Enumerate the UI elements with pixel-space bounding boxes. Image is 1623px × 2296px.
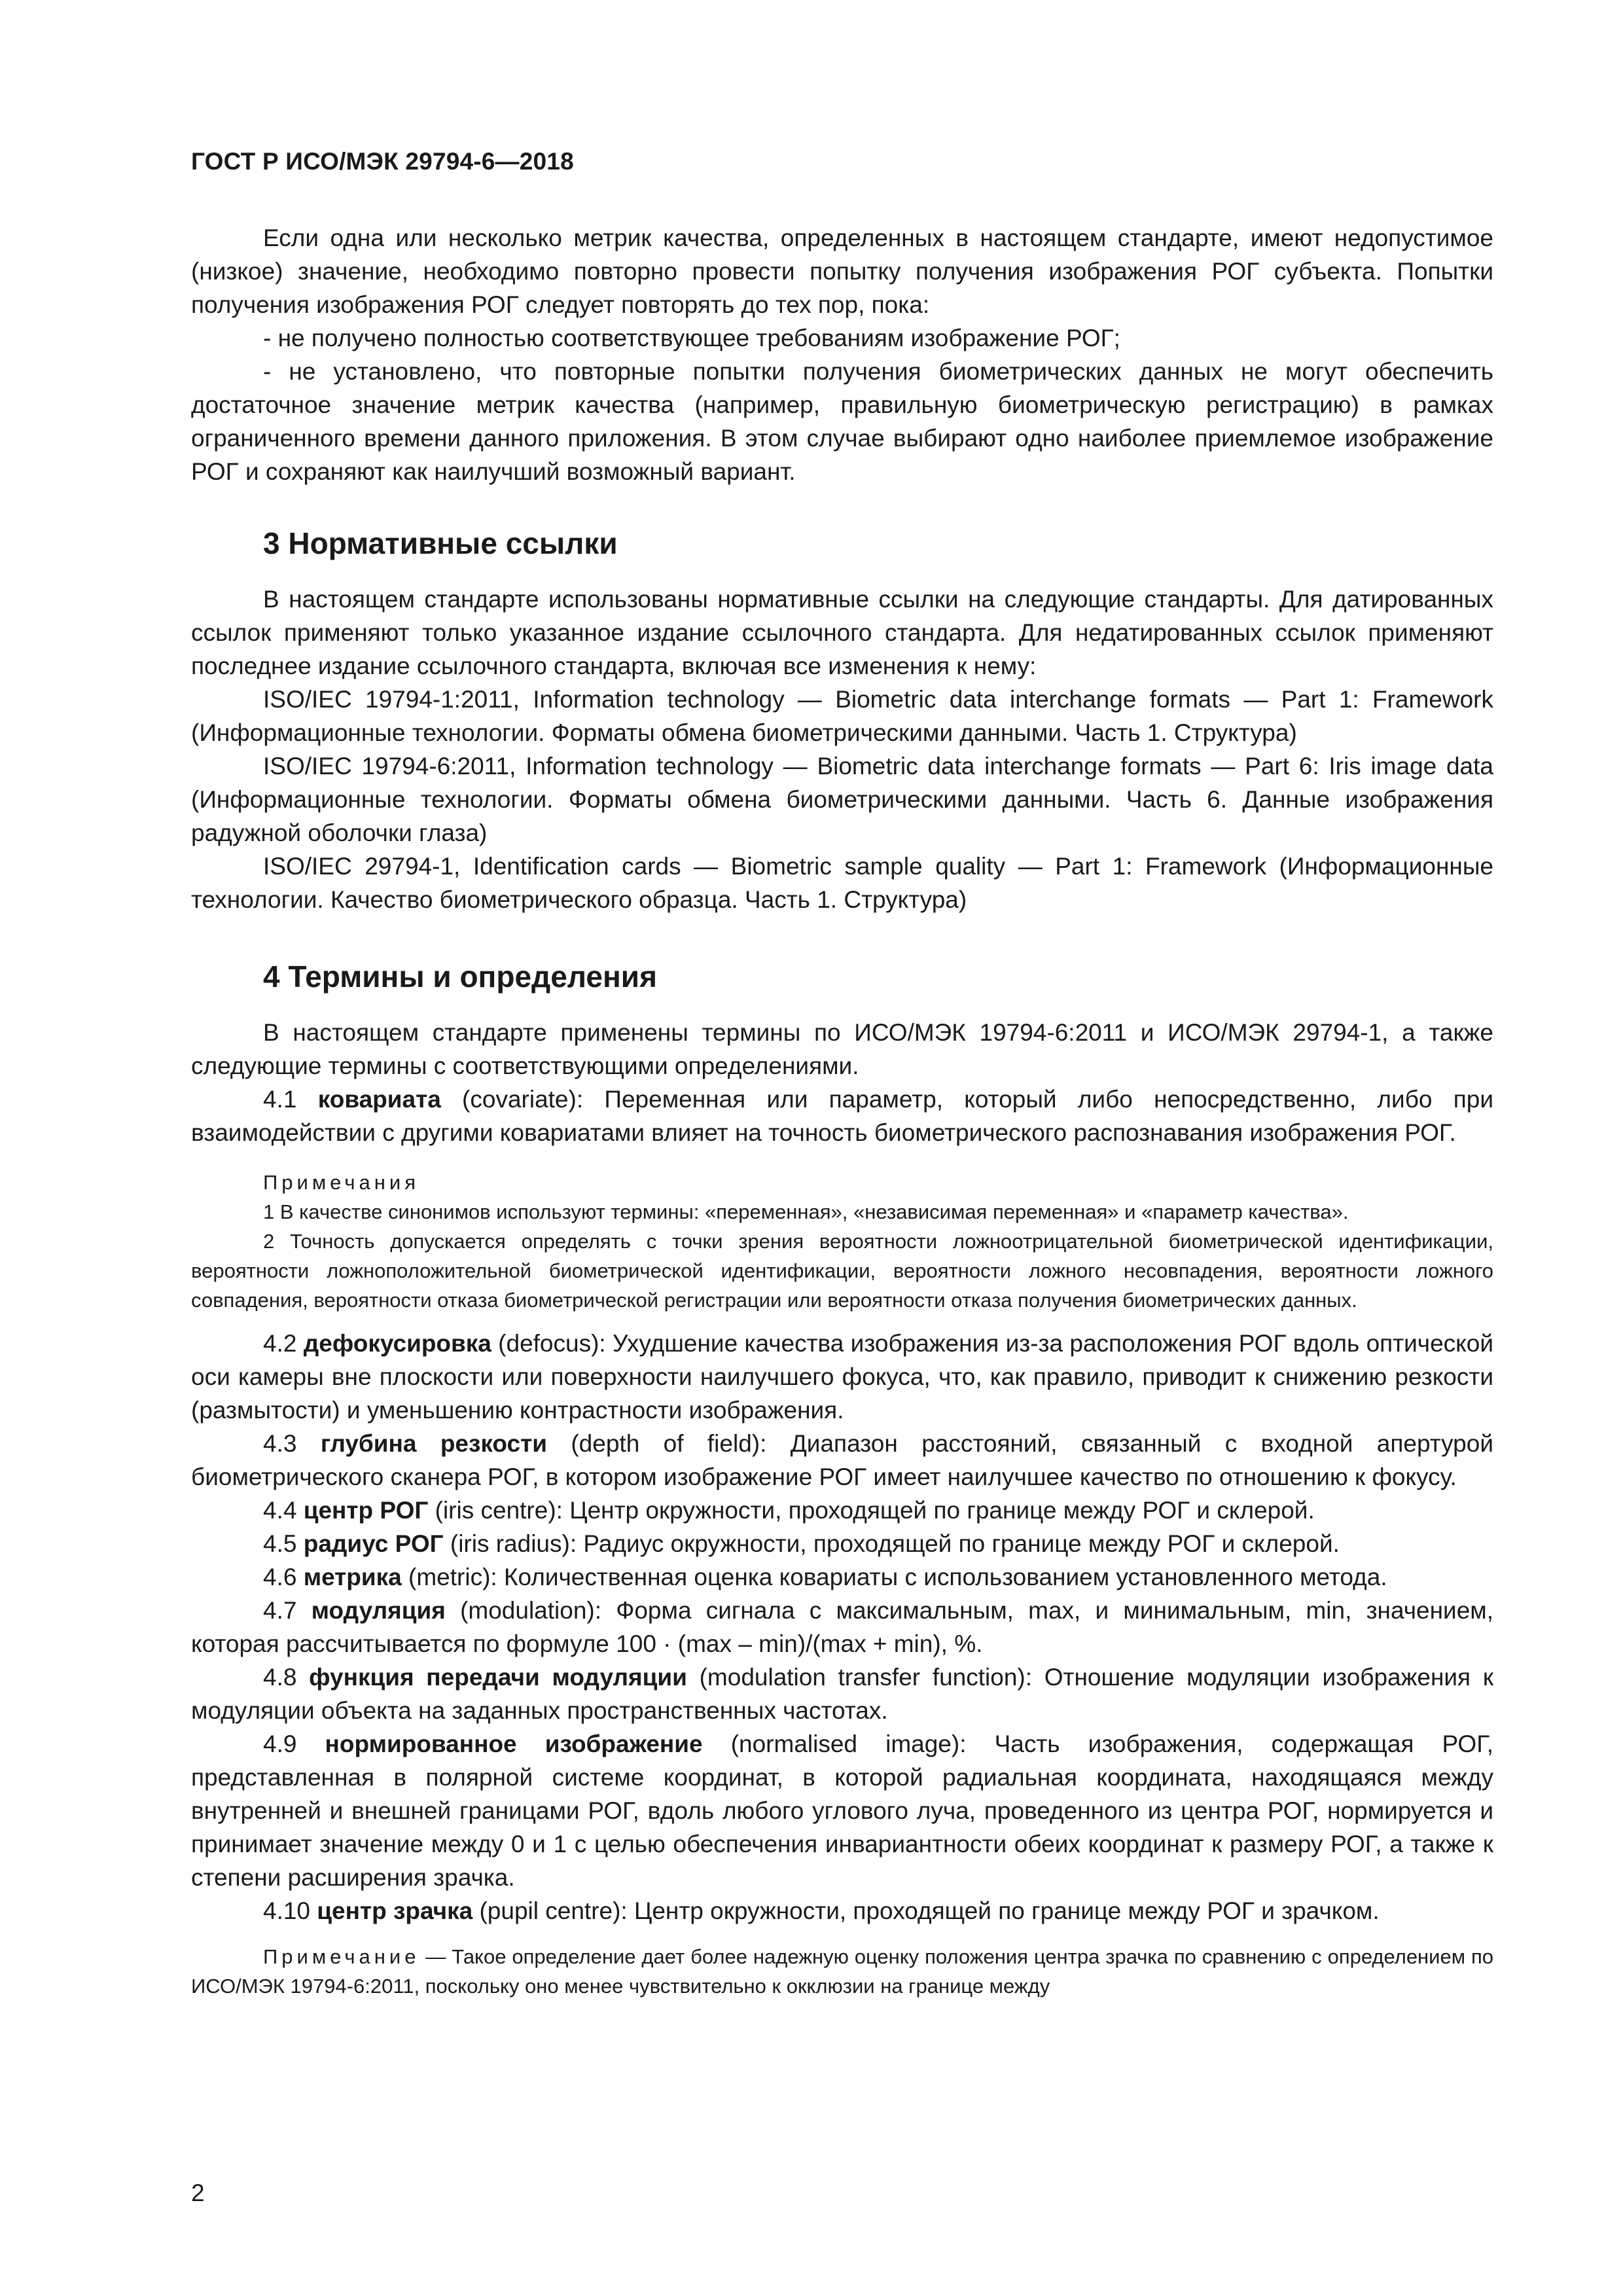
normative-reference: ISO/IEC 19794-6:2011, Information technology — Biometric data interchange formats — Part 6: Iris image data (Информационные технологии. Форматы обмена биометрическими данными. Часть 6. Данные изображения радужной оболочки глаза) — [191, 753, 1493, 846]
term-name: нормированное изображение — [325, 1731, 703, 1757]
final-note-text: — Такое определение дает более надежную оценку положения центра зрачка по сравнению с определением по ИСО/МЭК 19794-6:2011, поскольку оно менее чувствительно к окклюзии на границе между — [191, 1945, 1493, 1998]
intro-list-item: - не получено полностью соответствующее требованиям изображение РОГ; — [263, 325, 1120, 351]
term-definition — [191, 1660, 1493, 1727]
term-name: центр РОГ — [303, 1497, 429, 1524]
section-heading-3: 3 Нормативные ссылки — [263, 526, 618, 560]
term-number: 4.8 — [263, 1664, 310, 1691]
term-definition — [191, 1527, 1493, 1560]
term-text: (normalised image): Часть изображения, содержащая РОГ, представленная в полярной системе координат, в которой радиальная координата, находящаяся между внутренней и внешней границами РОГ, вдоль любого углового луча, проведенного из центра РОГ, нормируется и принимает значение между 0 и 1 с целью обеспечения инвариантности обеих координат к размеру РОГ, а также к степени расширения зрачка. — [191, 1731, 1493, 1891]
term-number: 4.1 — [263, 1086, 318, 1113]
normative-reference: ISO/IEC 29794-1, Identification cards — Biometric sample quality — Part 1: Framework (Информационные технологии. Качество биометрического образца. Часть 1. Структура) — [191, 853, 1493, 913]
term-definition — [191, 1427, 1493, 1494]
term-name: ковариата — [317, 1086, 441, 1113]
section3-paragraph: В настоящем стандарте использованы нормативные ссылки на следующие стандарты. Для датированных ссылок применяют только указанное издание ссылочного стандарта. Для недатированных ссылок применяют последнее издание ссылочного стандарта, включая все изменения к нему: — [191, 586, 1493, 679]
term-text: (iris centre): Центр окружности, проходящей по границе между РОГ и склерой. — [428, 1497, 1315, 1524]
intro-paragraph: Если одна или несколько метрик качества, определенных в настоящем стандарте, имеют недопустимое (низкое) значение, необходимо повторно провести попытку получения изображения РОГ субъекта. Попытки получения изображения РОГ следует повторять до тех пор, пока: — [191, 224, 1493, 318]
term-name: радиус РОГ — [303, 1530, 444, 1557]
term-text: (metric): Количественная оценка ковариаты с использованием установленного метода. — [401, 1564, 1387, 1590]
term-definition — [191, 1727, 1493, 1894]
term-text: (modulation): Форма сигнала с максимальным, max, и минимальным, min, значением, которая рассчитывается по формуле 100 · (max – min)/(max + min), %. — [191, 1597, 1493, 1657]
term-text: (depth of field): Диапазон расстояний, связанный с входной апертурой биометрического сканера РОГ, в котором изображение РОГ имеет наилучшее качество по отношению к фокусу. — [191, 1430, 1494, 1490]
section4-paragraph: В настоящем стандарте применены термины по ИСО/МЭК 19794-6:2011 и ИСО/МЭК 29794-1, а также следующие термины с соответствующими определениями. — [191, 1019, 1493, 1079]
term-definition — [191, 1560, 1493, 1594]
term-number: 4.4 — [263, 1497, 304, 1524]
page-number: 2 — [191, 2179, 205, 2206]
term-text: (defocus): Ухудшение качества изображения из-за расположения РОГ вдоль оптической оси камеры вне плоскости или поверхности наилучшего фокуса, что, как правило, приводит к снижению резкости (размытости) и уменьшению контрастности изображения. — [191, 1330, 1494, 1424]
term-text: (iris radius): Радиус окружности, проходящей по границе между РОГ и склерой. — [443, 1530, 1340, 1557]
note-item: 2 Точность допускается определять с точки зрения вероятности ложноотрицательной биометрической идентификации, вероятности ложноположительной биометрической идентификации, вероятности ложного несовпадения, вероятности ложного совпадения, вероятности отказа биометрической регистрации или вероятности отказа получения биометрических данных. — [191, 1230, 1493, 1312]
term-name: дефокусировка — [303, 1330, 491, 1357]
term-number: 4.3 — [263, 1430, 321, 1457]
notes-title: Примечания — [263, 1171, 419, 1194]
term-name: функция передачи модуляции — [309, 1664, 687, 1691]
term-definition — [191, 1494, 1493, 1527]
term-number: 4.6 — [263, 1564, 304, 1590]
document-header: ГОСТ Р ИСО/МЭК 29794-6—2018 — [191, 148, 574, 175]
term-number: 4.2 — [263, 1330, 304, 1357]
intro-list-item: - не установлено, что повторные попытки получения биометрических данных не могут обеспечить достаточное значение метрик качества (например, правильную биометрическую регистрацию) в рамках ограниченного времени данного приложения. В этом случае выбирают одно наиболее приемлемое изображение РОГ и сохраняют как наилучший возможный вариант. — [191, 358, 1493, 485]
term-name: глубина резкости — [320, 1430, 547, 1457]
document-body — [191, 221, 1493, 2001]
final-note-label: Примечание — [263, 1945, 420, 1968]
term-number: 4.9 — [263, 1731, 325, 1757]
term-text: (covariate): Переменная или параметр, который либо непосредственно, либо при взаимодействии с другими ковариатами влияет на точность биометрического распознавания изображения РОГ. — [191, 1086, 1494, 1146]
term-name: метрика — [303, 1564, 402, 1590]
final-note — [191, 1942, 1493, 2001]
note-item: 1 В качестве синонимов используют термины: «переменная», «независимая переменная» и «параметр качества». — [263, 1200, 1349, 1223]
section-heading-4: 4 Термины и определения — [263, 960, 657, 994]
term-definition — [191, 1894, 1493, 1928]
normative-reference: ISO/IEC 19794-1:2011, Information technology — Biometric data interchange formats — Part 1: Framework (Информационные технологии. Форматы обмена биометрическими данными. Часть 1. Структура) — [191, 686, 1493, 746]
term-number: 4.5 — [263, 1530, 304, 1557]
term-name: модуляция — [311, 1597, 446, 1624]
term-text: (pupil centre): Центр окружности, проходящей по границе между РОГ и зрачком. — [473, 1897, 1380, 1924]
term-text: (modulation transfer function): Отношение модуляции изображения к модуляции объекта на заданных пространственных частотах. — [191, 1664, 1494, 1724]
term-definition — [191, 1594, 1493, 1660]
notes-block — [191, 1168, 1493, 1315]
term-name: центр зрачка — [317, 1897, 473, 1924]
term-definition — [191, 1083, 1493, 1149]
term-number: 4.10 — [263, 1897, 317, 1924]
term-definition — [191, 1327, 1493, 1427]
term-number: 4.7 — [263, 1597, 312, 1624]
